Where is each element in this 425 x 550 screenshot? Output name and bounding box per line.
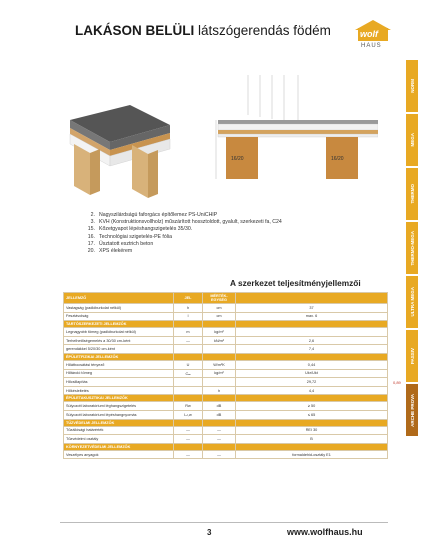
legend-text: Nagyszilárdságú faforgács építőlemez PS-UniCHIP <box>99 212 218 218</box>
table-cell: h <box>174 304 203 313</box>
legend-item <box>85 234 282 241</box>
floor-section-drawing <box>208 75 378 185</box>
table-row <box>64 410 388 419</box>
table-row <box>64 304 388 313</box>
table-row <box>64 345 388 354</box>
col-header <box>236 293 388 304</box>
sidebar-tab[interactable] <box>406 60 418 112</box>
table-cell: Tűzvédelmi osztály <box>64 435 174 444</box>
table-cell: 4,4 <box>236 386 388 395</box>
logo-haus: HAUS <box>361 43 382 49</box>
table-cell: ÉPÜLETAKUSZTIKAI JELLEMZŐK <box>64 395 174 402</box>
table-cell: Fesztávolság <box>64 312 174 321</box>
table-cell: TŰZVÉDELMI JELLEMZŐK <box>64 419 174 426</box>
table-cell: Tűzállósági határérték <box>64 426 174 435</box>
table-cell <box>203 378 236 387</box>
beam-label-left: 16/20 <box>231 156 244 162</box>
legend-number: 15. <box>87 226 95 233</box>
sidebar-tab-label: ULTRA MEGA <box>409 287 415 317</box>
table-cell: — <box>174 450 203 459</box>
table-cell: REI 30 <box>236 426 388 435</box>
table-group-row <box>64 395 388 402</box>
table-cell: kg/m² <box>203 369 236 378</box>
table-row <box>64 328 388 337</box>
legend-number: 2. <box>90 212 95 218</box>
table-cell: cm <box>203 312 236 321</box>
table-cell: Lₙ,w <box>174 410 203 419</box>
performance-table <box>63 292 388 459</box>
table-cell: 0,44 <box>236 360 388 369</box>
table-cell <box>174 321 203 328</box>
table-cell <box>174 378 203 387</box>
legend-number: 20. <box>87 248 95 255</box>
table-cell <box>236 353 388 360</box>
table-row <box>64 369 388 378</box>
table-cell: B <box>236 435 388 444</box>
sidebar-tab[interactable] <box>406 330 418 382</box>
table-row <box>64 402 388 411</box>
legend-number: 3. <box>90 219 95 226</box>
table-cell: 7,4 <box>236 345 388 354</box>
table-cell: m <box>174 328 203 337</box>
table-cell <box>203 443 236 450</box>
table-cell: Súlyozott laboratóriumi lépéshangnyomás <box>64 410 174 419</box>
legend-number: 16. <box>87 233 95 240</box>
table-cell: Veszélyes anyagok <box>64 450 174 459</box>
table-cell: Ukr/Ukt <box>236 369 388 378</box>
table-cell: gerendákkel 5/20/30 cm-ként <box>64 345 174 354</box>
table-cell: TARTÓSZERKEZETI JELLEMZŐK <box>64 321 174 328</box>
table-cell: ÉPÜLETFIZIKAI JELLEMZŐK <box>64 353 174 360</box>
table-cell: ≥ 50 <box>236 402 388 411</box>
table-cell: cm <box>203 304 236 313</box>
table-row <box>64 386 388 395</box>
footer-divider <box>60 522 388 523</box>
table-row <box>64 435 388 444</box>
table-cell: — <box>203 426 236 435</box>
table-cell: dB <box>203 402 236 411</box>
table-row <box>64 450 388 459</box>
table-cell <box>174 353 203 360</box>
table-cell: Hőtároló tömeg <box>64 369 174 378</box>
beam-label-right: 16/20 <box>331 156 344 162</box>
table-row <box>64 426 388 435</box>
table-row <box>64 360 388 369</box>
table-cell <box>236 321 388 328</box>
table-cell: 2,6 <box>236 336 388 345</box>
performance-heading: A szerkezet teljesítményjellemzői <box>230 278 361 288</box>
layer-legend <box>85 212 282 255</box>
col-header: JEL <box>174 293 203 304</box>
table-cell: l <box>174 312 203 321</box>
table-cell: Vastagság (padlóburkolat nélkül) <box>64 304 174 313</box>
sidebar-tab-label: NORM <box>409 79 415 93</box>
table-cell: — <box>174 435 203 444</box>
table-cell: Hőátbocsátási tényező <box>64 360 174 369</box>
table-cell: W/m²K <box>203 360 236 369</box>
table-cell: Hőcsillapítás <box>64 378 174 387</box>
sidebar-tab-label: THERMO-MEGA <box>409 230 415 266</box>
table-cell: KÖRNYEZETVÉDELMI JELLEMZŐK <box>64 443 174 450</box>
table-cell <box>174 386 203 395</box>
legend-item <box>85 248 282 255</box>
table-group-row <box>64 321 388 328</box>
sidebar-tab-label: THERMO <box>409 184 415 204</box>
legend-text: Technológiai szigetelés-PE fólia <box>99 233 172 240</box>
table-cell <box>174 395 203 402</box>
sidebar-tab[interactable] <box>406 168 418 220</box>
title-rest: látszógerendás födém <box>194 23 331 38</box>
table-cell <box>236 395 388 402</box>
table-cell: Hőkésleltetés <box>64 386 174 395</box>
sidebar-tab[interactable] <box>406 276 418 328</box>
table-cell: U <box>174 360 203 369</box>
table-cell <box>236 419 388 426</box>
table-cell: kg/m² <box>203 328 236 337</box>
sidebar-tab[interactable] <box>406 384 418 436</box>
table-cell: h <box>203 386 236 395</box>
table-cell: — <box>203 450 236 459</box>
table-cell <box>203 345 236 354</box>
legend-item <box>85 219 282 226</box>
legend-number: 17. <box>87 240 95 247</box>
table-row <box>64 336 388 345</box>
table-cell: kN/m² <box>203 336 236 345</box>
table-cell: Legnagyobb tömeg (padlóburkolat nélkül) <box>64 328 174 337</box>
table-cell: formaldehid-osztály E1 <box>236 450 388 459</box>
table-cell <box>203 419 236 426</box>
table-row <box>64 378 388 387</box>
table-group-row <box>64 353 388 360</box>
table-cell <box>236 328 388 337</box>
table-cell: Terhelhetőségemelés a 30/30 cm-ként <box>64 336 174 345</box>
table-cell <box>203 353 236 360</box>
page-number: 3 <box>207 528 212 537</box>
brand-logo <box>355 20 391 52</box>
legend-text: Kőzetgyapot lépéshangszigetelés 35/30. <box>99 226 193 233</box>
legend-item <box>85 226 282 233</box>
legend-item <box>85 241 282 248</box>
table-group-row <box>64 419 388 426</box>
table-cell: 37 <box>236 304 388 313</box>
col-header: MÉRTÉK-EGYSÉG <box>203 293 236 304</box>
table-cell <box>203 321 236 328</box>
sidebar-tab[interactable] <box>406 222 418 274</box>
legend-text: XPS élekérem <box>99 248 133 255</box>
website-url: www.wolfhaus.hu <box>287 527 363 537</box>
sidebar-tab[interactable] <box>406 114 418 166</box>
col-header: JELLEMZŐ <box>64 293 174 304</box>
legend-item <box>85 212 282 219</box>
sidebar-tab-label: ARCHE PROVA <box>409 393 415 427</box>
table-cell: Súlyozott laboratóriumi léghangszigetelés <box>64 402 174 411</box>
legend-text: Úsztatott esztrich beton <box>99 240 154 247</box>
page-title <box>75 23 331 38</box>
table-cell: ≤ 65 <box>236 410 388 419</box>
table-cell: — <box>174 426 203 435</box>
table-cell: — <box>203 435 236 444</box>
table-cell <box>174 419 203 426</box>
table-row <box>64 312 388 321</box>
table-cell: dB <box>203 410 236 419</box>
side-note: 0,89 <box>393 380 401 385</box>
legend-text: KVH (Konstruktionsvollholz) műszárított hossztoldott, gyalult, szerkezeti fa, C24 <box>99 219 282 226</box>
table-cell: max. 6 <box>236 312 388 321</box>
sidebar-tab-label: MEGA <box>409 133 415 147</box>
table-header-row <box>64 293 388 304</box>
sidebar-tab-label: PASSIV <box>409 347 415 365</box>
title-bold: LAKÁSON BELÜLI <box>75 23 195 38</box>
table-cell: 29,72 <box>236 378 388 387</box>
table-cell: Rw <box>174 402 203 411</box>
table-cell: — <box>174 336 203 345</box>
sidebar-nav <box>406 60 418 438</box>
table-group-row <box>64 443 388 450</box>
logo-word: wolf <box>360 29 378 39</box>
table-cell: Cₘ <box>174 369 203 378</box>
table-cell <box>174 345 203 354</box>
table-cell <box>174 443 203 450</box>
floor-isometric-illustration <box>60 100 180 210</box>
table-cell <box>236 443 388 450</box>
table-cell <box>203 395 236 402</box>
